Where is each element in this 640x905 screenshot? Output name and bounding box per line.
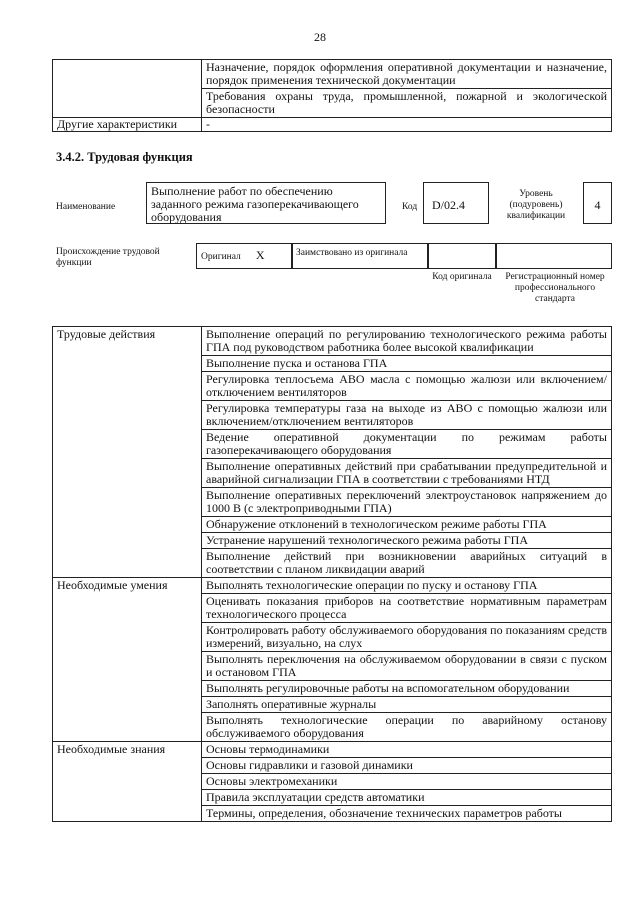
main-table — [52, 326, 612, 822]
original-mark: X — [255, 248, 265, 262]
table-row — [53, 578, 612, 594]
section-label: Трудовые действия — [53, 327, 202, 578]
list-item: Выполнять технологические операции по пуску и останову ГПА — [202, 578, 612, 594]
list-item: Основы гидравлики и газовой динамики — [202, 758, 612, 774]
level-value: 4 — [594, 198, 601, 212]
page-number: 28 — [314, 30, 326, 44]
list-item: Выполнение действий при возникновении аварийных ситуаций в соответствии с планом ликвидации аварий — [202, 549, 612, 578]
section-label: Необходимые знания — [53, 742, 202, 822]
code-box — [423, 182, 489, 224]
list-item: Регулировка температуры газа на выходе из АВО с помощью жалюзи или включением/отключением вентиляторов — [202, 401, 612, 430]
code-value: D/02.4 — [432, 198, 465, 212]
list-item: Ведение оперативной документации по режимам работы газоперекачивающего оборудования — [202, 430, 612, 459]
list-item: Регулировка теплосъема АВО масла с помощью жалюзи или включением/отключением вентиляторов — [202, 372, 612, 401]
list-item: Выполнение оперативных переключений электроустановок напряжением до 1000 В (с электроприводными ГПА) — [202, 488, 612, 517]
original-label: Оригинал — [201, 252, 241, 262]
list-item: Термины, определения, обозначение технических параметров работы — [202, 806, 612, 822]
level-label: Уровень (подуровень) квалификации — [506, 189, 566, 221]
reg-caption: Регистрационный номер профессионального стандарта — [505, 272, 605, 304]
row-label — [53, 60, 202, 118]
table-cell: Назначение, порядок оформления оперативной документации и назначение, порядок применения технической документации — [202, 60, 612, 89]
list-item: Выполнение операций по регулированию технологического режима работы ГПА под руководством работника более высокой квалификации — [202, 327, 612, 356]
function-name-box — [146, 182, 386, 224]
row-label: Другие характеристики — [53, 118, 202, 132]
section-title: 3.4.2. Трудовая функция — [56, 150, 193, 164]
list-item: Основы электромеханики — [202, 774, 612, 790]
list-item: Устранение нарушений технологического режима работы ГПА — [202, 533, 612, 549]
function-name: Выполнение работ по обеспечению заданного режима газоперекачивающего оборудования — [151, 184, 359, 224]
origin-label: Происхождение трудовой функции — [56, 247, 160, 268]
table-row — [53, 327, 612, 356]
table-cell: - — [202, 118, 612, 132]
table-row — [53, 118, 612, 132]
code-caption: Код оригинала — [432, 272, 492, 282]
list-item: Правила эксплуатации средств автоматики — [202, 790, 612, 806]
original-code-cell — [428, 243, 496, 269]
table-cell: Требования охраны труда, промышленной, пожарной и экологической безопасности — [202, 89, 612, 118]
borrowed-label: Заимствовано из оригинала — [296, 248, 408, 258]
list-item: Обнаружение отклонений в технологическом режиме работы ГПА — [202, 517, 612, 533]
reg-number-cell — [496, 243, 612, 269]
borrowed-cell — [292, 243, 428, 269]
list-item: Основы термодинамики — [202, 742, 612, 758]
list-item: Контролировать работу обслуживаемого оборудования по показаниям средств измерений, визуально, на слух — [202, 623, 612, 652]
table-row — [53, 742, 612, 758]
list-item: Выполнение оперативных действий при срабатывании предупредительной и аварийной сигнализации ГПА в соответствии с требованиями НТД — [202, 459, 612, 488]
list-item: Оценивать показания приборов на соответствие нормативным параметрам технологического процесса — [202, 594, 612, 623]
list-item: Выполнять технологические операции по аварийному останову обслуживаемого оборудования — [202, 713, 612, 742]
level-box — [583, 182, 612, 224]
original-cell — [196, 243, 292, 269]
list-item: Выполнять переключения на обслуживаемом оборудовании в связи с пуском и остановом ГПА — [202, 652, 612, 681]
top-table — [52, 59, 612, 132]
list-item: Заполнять оперативные журналы — [202, 697, 612, 713]
code-label: Код — [402, 202, 418, 212]
section-label: Необходимые умения — [53, 578, 202, 742]
table-row — [53, 60, 612, 89]
list-item: Выполнять регулировочные работы на вспомогательном оборудовании — [202, 681, 612, 697]
list-item: Выполнение пуска и останова ГПА — [202, 356, 612, 372]
name-label: Наименование — [56, 202, 116, 212]
